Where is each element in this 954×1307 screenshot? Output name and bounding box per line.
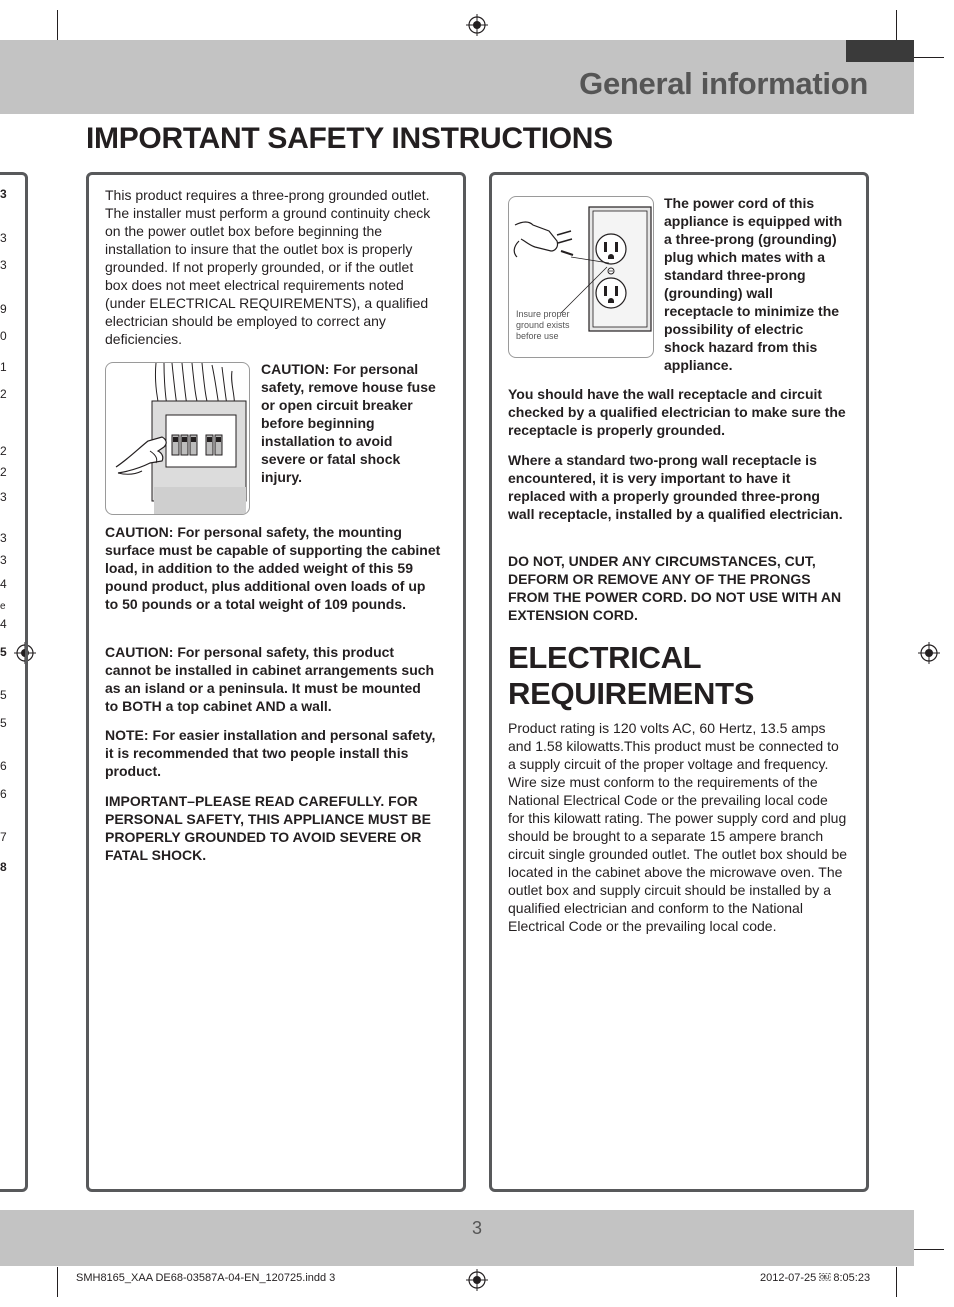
caution-island: CAUTION: For personal safety, this product cannot be installed in cabinet arrangements such as an island or a peninsula. It must be mounted to BOTH a top cabinet AND a wall. bbox=[105, 644, 435, 714]
registration-mark-icon bbox=[466, 14, 488, 36]
edge-fragment: 5 bbox=[0, 716, 7, 730]
three-prong-plug-text: The power cord of this appliance is equipped with a three-prong (grounding) plug which mates with a standard three-prong (grounding) wall receptacle to minimize the possibility of electric shock hazard from this appliance. bbox=[664, 195, 843, 373]
section-title: General information bbox=[579, 66, 868, 101]
crop-mark bbox=[57, 1267, 58, 1297]
previous-page-edge bbox=[0, 172, 28, 1192]
breaker-illustration-icon bbox=[106, 363, 250, 515]
crop-mark bbox=[57, 10, 58, 40]
edge-fragment: 3 bbox=[0, 531, 7, 545]
crop-mark bbox=[914, 57, 944, 58]
caution-mounting: CAUTION: For personal safety, the mounting surface must be capable of supporting the cabinet load, in addition to the added weight of this 59 pound product, plus additional oven loads of up to 50 pounds or a total weight of 109 pounds. bbox=[105, 524, 441, 612]
footer-timestamp: 2012-07-25 ￼ 8:05:23 bbox=[760, 1272, 871, 1284]
edge-fragment: 0 bbox=[0, 329, 7, 343]
registration-mark-icon bbox=[466, 1269, 488, 1291]
edge-fragment: 7 bbox=[0, 830, 7, 844]
note-two-people: NOTE: For easier installation and personal safety, it is recommended that two people install this product. bbox=[105, 727, 436, 779]
edge-fragment: 3 bbox=[0, 258, 7, 272]
page-number: 3 bbox=[471, 1218, 482, 1238]
edge-fragment: 1 bbox=[0, 360, 7, 374]
outlet-figure-caption: Insure proper ground exists before use bbox=[516, 309, 570, 341]
crop-mark bbox=[896, 10, 897, 40]
registration-mark-icon bbox=[918, 642, 940, 664]
edge-fragment: 5 bbox=[0, 645, 7, 659]
edge-fragment: 4 bbox=[0, 577, 7, 591]
edge-fragment: 6 bbox=[0, 759, 7, 773]
edge-fragment: 4 bbox=[0, 617, 7, 631]
edge-fragment: 8 bbox=[0, 860, 7, 874]
edge-fragment: 2 bbox=[0, 444, 7, 458]
outlet-figure bbox=[508, 196, 654, 358]
edge-fragment: e bbox=[0, 601, 6, 612]
two-prong-receptacle-text: Where a standard two-prong wall receptacle is encountered, it is very important to have it replaced with a properly grounded three-prong wall receptacle, installed by a qualified electrician. bbox=[508, 452, 843, 522]
edge-fragment: 2 bbox=[0, 387, 7, 401]
edge-fragment: 3 bbox=[0, 231, 7, 245]
breaker-figure bbox=[105, 362, 250, 515]
edge-fragment: 5 bbox=[0, 688, 7, 702]
grounding-intro: This product requires a three-prong grounded outlet. The installer must perform a ground continuity check on the power outlet box before beginning the installation to insure that the outlet box is properly grounded. If not properly grounded, or if the outlet box does not meet electrical requirements noted (under ELECTRICAL REQUIREMENTS), a qualified electrician should be employed to correct any deficiencies. bbox=[105, 187, 431, 347]
section-tab bbox=[846, 40, 914, 62]
caution-breaker: CAUTION: For personal safety, remove house fuse or open circuit breaker before beginning installation to avoid severe or fatal shock injury. bbox=[261, 361, 436, 485]
do-not-cut-prongs-warning: DO NOT, UNDER ANY CIRCUMSTANCES, CUT, DEFORM OR REMOVE ANY OF THE PRONGS FROM THE POWER CORD. DO NOT USE WITH AN EXTENSION CORD. bbox=[508, 553, 842, 623]
page-title: IMPORTANT SAFETY INSTRUCTIONS bbox=[86, 122, 613, 155]
edge-fragment: 6 bbox=[0, 787, 7, 801]
crop-mark bbox=[914, 1249, 944, 1250]
footer-file-name: SMH8165_XAA DE68-03587A-04-EN_120725.indd 3 bbox=[76, 1272, 336, 1284]
important-grounding-warning: IMPORTANT–PLEASE READ CAREFULLY. FOR PERSONAL SAFETY, THIS APPLIANCE MUST BE PROPERLY GROUNDED TO AVOID SEVERE OR FATAL SHOCK. bbox=[105, 793, 431, 863]
crop-mark bbox=[896, 1267, 897, 1297]
electrical-requirements-heading: ELECTRICAL REQUIREMENTS bbox=[508, 640, 755, 711]
edge-fragment: 2 bbox=[0, 465, 7, 479]
edge-fragment: 9 bbox=[0, 302, 7, 316]
receptacle-check-text: You should have the wall receptacle and circuit checked by a qualified electrician to make sure the receptacle is properly grounded. bbox=[508, 386, 846, 438]
edge-fragment: 3 bbox=[0, 187, 7, 201]
edge-fragment: 3 bbox=[0, 490, 7, 504]
edge-fragment: 3 bbox=[0, 553, 7, 567]
electrical-requirements-body: Product rating is 120 volts AC, 60 Hertz, 13.5 amps and 1.58 kilowatts.This product must be connected to a supply circuit of the proper voltage and frequency. Wire size must conform to the requirements of the National Electrical Code or the prevailing local code for this kilowatt rating. The power supply cord and plug should be brought to a separate 15 ampere branch circuit single grounded outlet. The outlet box should be located in the cabinet above the microwave oven. The outlet box and supply circuit should be installed by a qualified electrician and conform to the National Electrical Code or the prevailing local code. bbox=[508, 720, 848, 934]
